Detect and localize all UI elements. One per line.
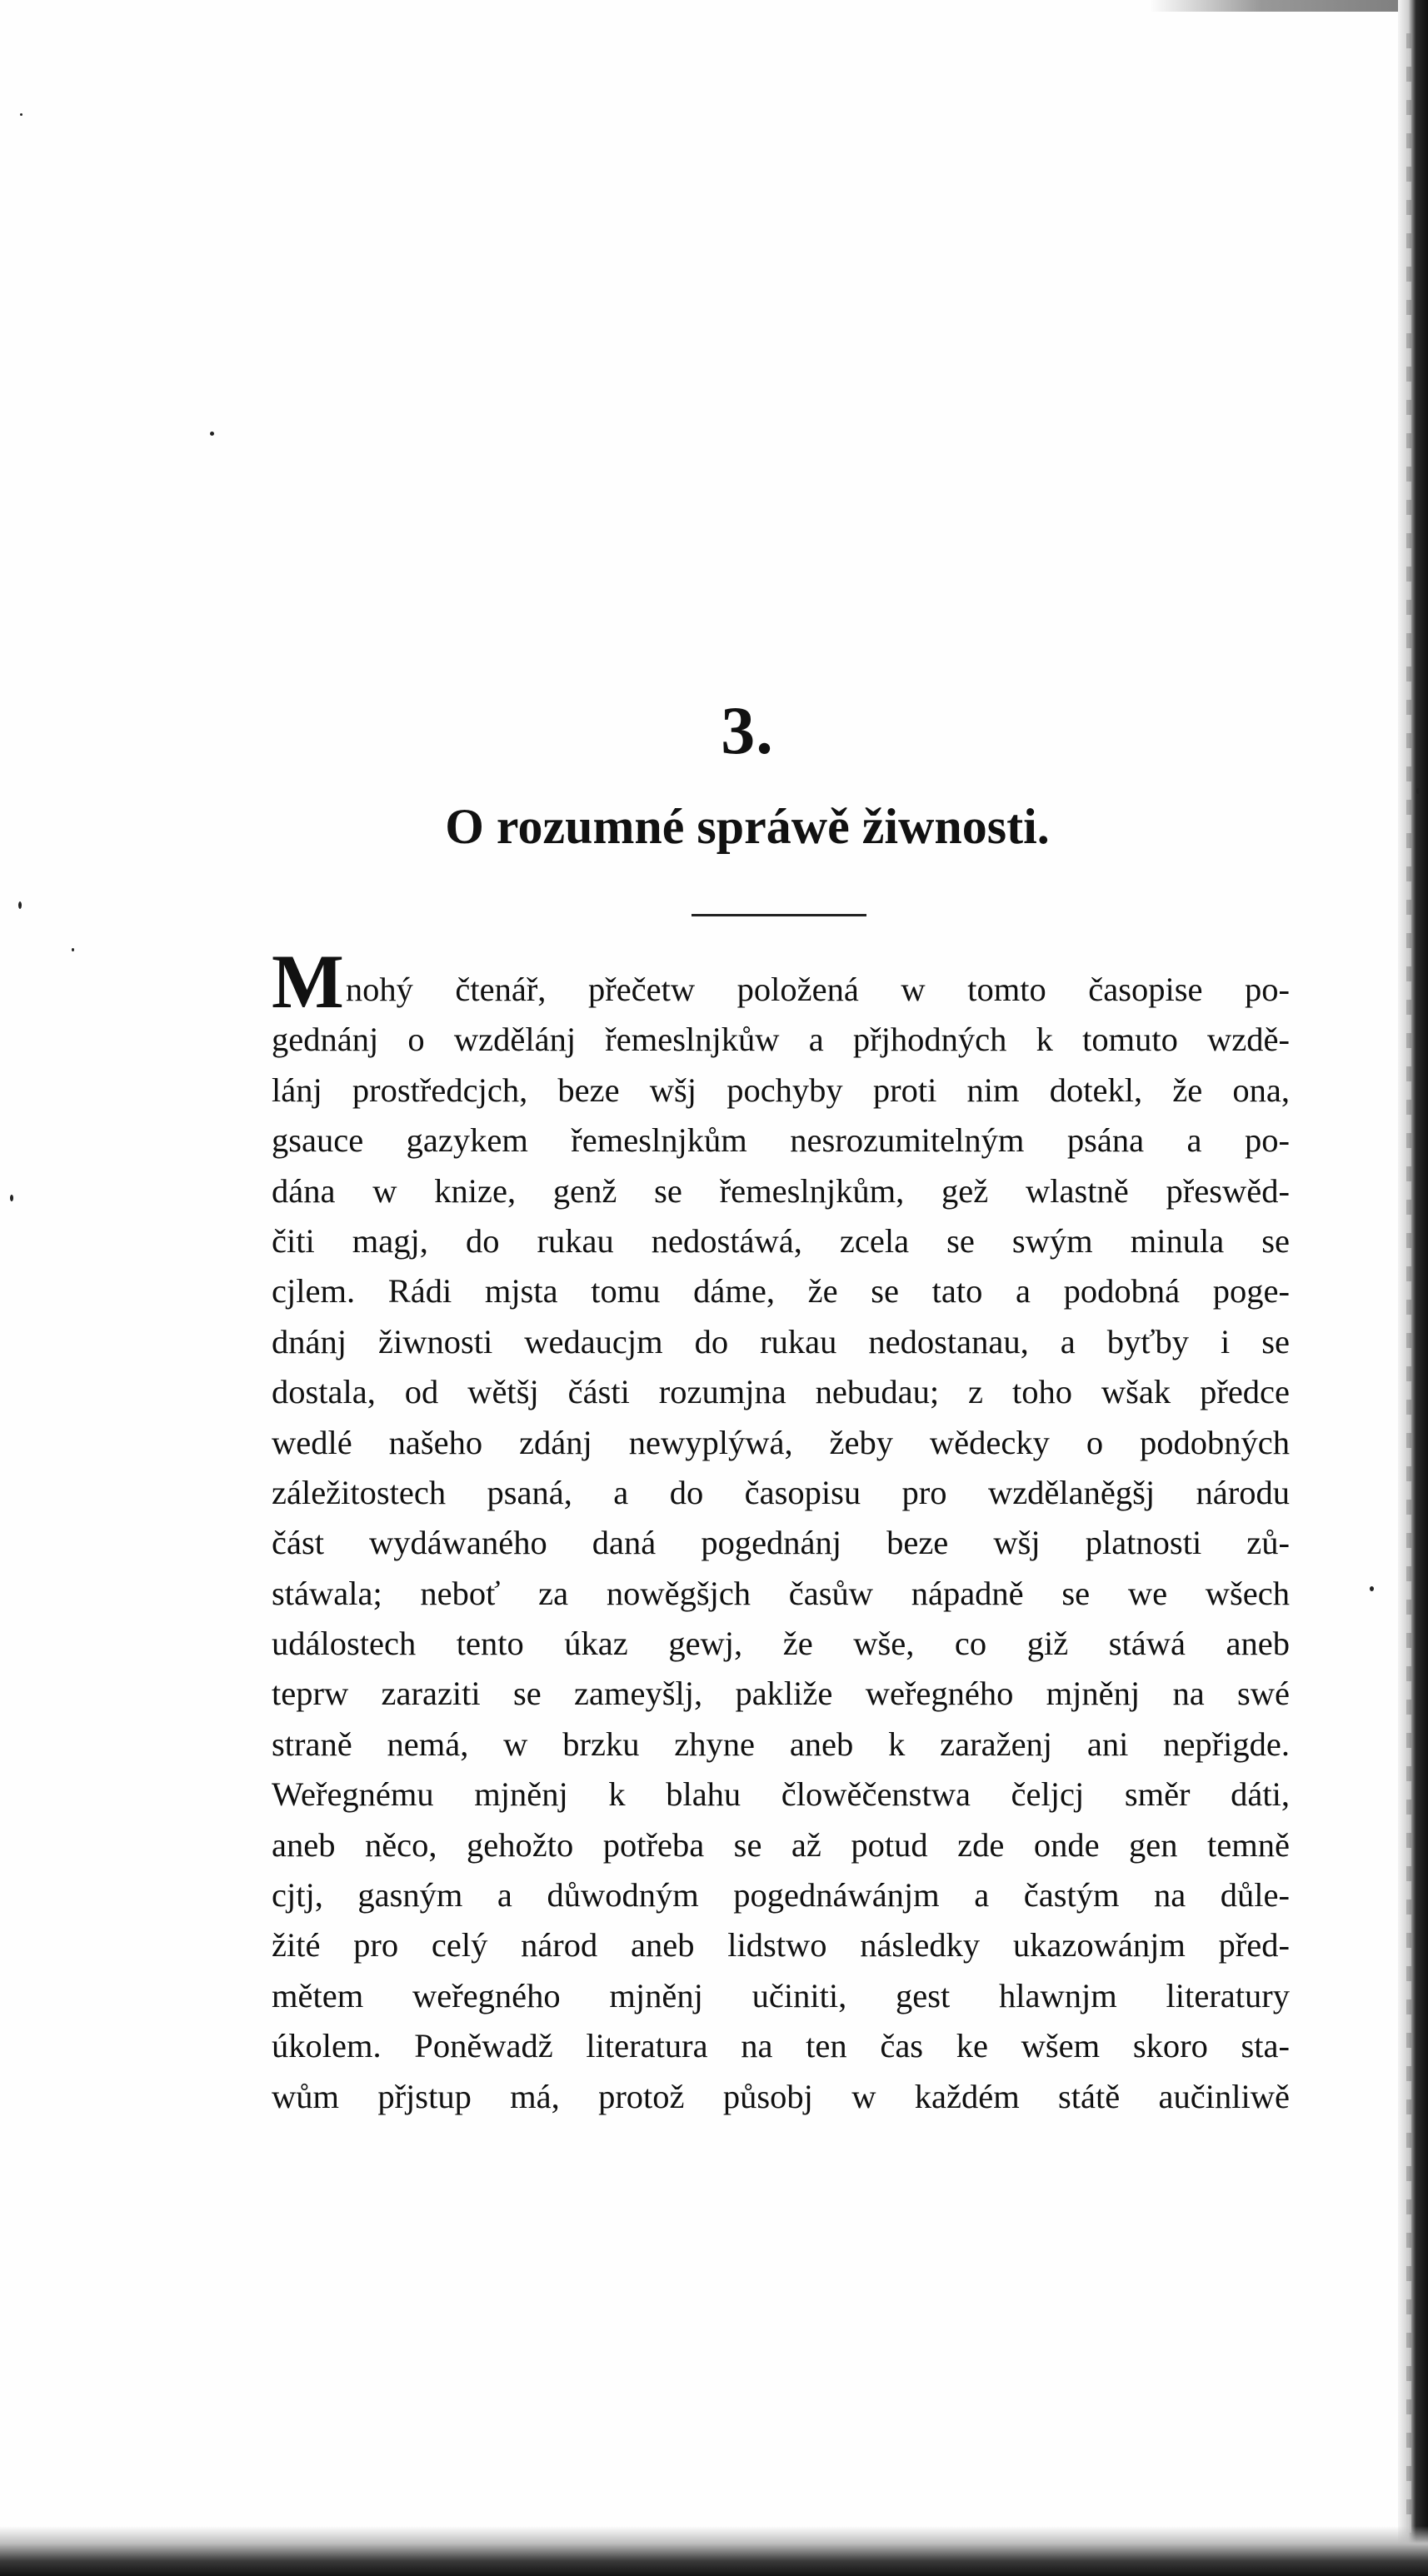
- body-line-1: [272, 939, 1290, 1024]
- body-line: dána w knize, genž se řemeslnjkům, gež wlastně přeswěd-: [272, 1171, 1290, 1210]
- body-line: gsauce gazykem řemeslnjkům nesrozumitelným psána a po-: [272, 1121, 1290, 1160]
- scan-edge-bottom: [0, 2526, 1428, 2576]
- body-line: dnánj žiwnosti wedaucjm do rukau nedostanau, a byťby i se: [272, 1322, 1290, 1360]
- body-line: stáwala; neboť za nowěgšjch časůw nápadně se we wšech: [272, 1574, 1290, 1612]
- body-line: lánj prostředcjch, beze wšj pochyby proti nim dotekl, že ona,: [272, 1071, 1290, 1109]
- drop-cap: M: [272, 939, 344, 1024]
- body-line: mětem weřegného mjněnj učiniti, gest hlawnjm literatury: [272, 1976, 1290, 2014]
- body-paragraph: [272, 939, 1290, 2122]
- body-line: žité pro celý národ aneb lidstwo následky ukazowánjm před-: [272, 1926, 1290, 1964]
- scan-edge-top: [1150, 0, 1428, 12]
- scan-speck: [1416, 788, 1420, 794]
- scan-speck: [1370, 1586, 1374, 1591]
- body-line: gednánj o wzdělánj řemeslnjkůw a přjhodných k tomuto wzdě-: [272, 1021, 1290, 1059]
- scan-speck: [20, 113, 22, 116]
- body-line: záležitostech psaná, a do časopisu pro wzdělaněgšj národu: [272, 1473, 1290, 1511]
- body-line: wedlé našeho zdánj newyplýwá, žeby wědecky o podobných: [272, 1423, 1290, 1461]
- scan-speck: [18, 901, 22, 909]
- chapter-title: O rozumné spráwě žiwnosti.: [445, 799, 1050, 854]
- body-line: cjtj, gasným a důwodným pogednáwánjm a častým na důle-: [272, 1876, 1290, 1915]
- scan-speck: [10, 1195, 13, 1201]
- body-line: straně nemá, w brzku zhyne aneb k zaraženj ani nepřigde.: [272, 1725, 1290, 1763]
- body-line: část wydáwaného daná pogednánj beze wšj platnosti zů-: [272, 1524, 1290, 1562]
- body-line: událostech tento úkaz gewj, že wše, co giž stáwá aneb: [272, 1625, 1290, 1663]
- body-line: čiti magj, do rukau nedostáwá, zcela se swým minula se: [272, 1221, 1290, 1260]
- scan-edge-right: [1398, 0, 1428, 2576]
- body-line: aneb něco, gehožto potřeba se až potud zde onde gen temně: [272, 1825, 1290, 1864]
- body-line: Weřegnému mjněnj k blahu člowěčenstwa čeljcj směr dáti,: [272, 1775, 1290, 1814]
- title-divider: [692, 914, 866, 916]
- first-line-text: nohý čtenář, přečetw položená w tomto časopise po-: [345, 971, 1290, 1008]
- body-line: cjlem. Rádi mjsta tomu dáme, že se tato a podobná poge-: [272, 1272, 1290, 1310]
- chapter-number: 3.: [721, 692, 774, 768]
- scan-speck: [210, 432, 214, 436]
- scan-speck: [72, 948, 74, 951]
- body-line: wům přjstup má, protož působj w každém státě aučinliwě: [272, 2077, 1290, 2115]
- body-line: teprw zaraziti se zameyšlj, pakliže weřegného mjněnj na swé: [272, 1675, 1290, 1713]
- body-line: úkolem. Poněwadž literatura na ten čas ke wšem skoro sta-: [272, 2027, 1290, 2065]
- body-line: dostala, od wětšj části rozumjna nebudau; z toho wšak předce: [272, 1373, 1290, 1411]
